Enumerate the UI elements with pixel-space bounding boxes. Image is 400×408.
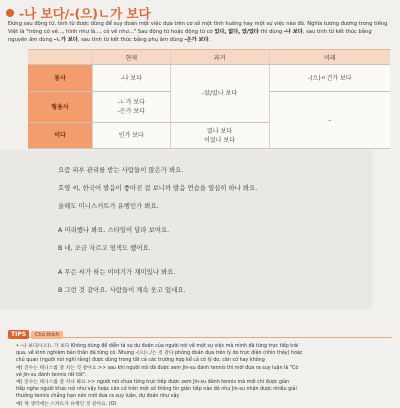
tips-line: vẻ Jin-su đánh tennis rất tốt". [16,372,87,378]
bullet-icon [6,9,14,17]
dialogue-line: A 무슨 씨가 하는 이야기가 재미있나 봐요. [58,268,176,276]
cell-adj-present-1: -ㄴ가 보다 [117,99,145,106]
cell-adj-present-2: -은가 보다 [117,108,145,115]
example-sentence: 요즘 피부 관리를 받는 사람들이 많은가 봐요. [58,166,184,174]
tips-line: chủ quan (người nói nghĩ rằng) được dùng trong tất cả các trường hợp kể cả có lý do, căn cứ hay không [16,358,265,364]
tips-line: 예) 진수는 테니스를 잘 치는 것 같아요 >> sau khi người nói đã được xem Jin-su đánh tennis thì mới đưa ra suy luận là "Có [16,365,299,371]
cell-future-idda: – [269,92,390,149]
cell-idda-past-2: 이었나 보다 [204,136,236,144]
header-cell-blank [28,50,93,65]
example-sentence: 호영 씨, 한국어 발음이 좋아진 걸 보니까 발음 연습을 열심히 하나 봐요. [58,184,258,192]
tips-line: thưởng tennis chẳng hạn nên mới đưa ra suy luận, dự đoán như vậy [16,394,180,400]
intro-text: . [208,37,211,43]
cell-future-shared: -(으)ㄹ건가 보다 [269,65,390,92]
conjugation-table [28,49,390,149]
intro-text: , sau tính từ kết thúc bằng phụ âm dùng [77,37,185,43]
table-row-verb [28,65,390,92]
dialogue-line: B 네, 조금 자르고 염색도 했어요. [58,244,151,252]
cell-idda-present: 인가 보다 [93,123,171,149]
tips-line: • -나 보다/-(으)ㄴ가 보다 Không dùng để diễn tả sự dự đoán của người nói về một sự việc mà mình đã từng trực tiếp trải [16,344,299,349]
row-label-idda: 이다 [28,123,93,149]
header-cell-future: 미래 [269,50,390,65]
tips-badge: TIPS [8,330,29,339]
dialogue-line: A 머리했나 봐요. 스타일이 달라 보여요. [58,226,170,234]
tips-line: tiếp nghe người khác nói như vậy hoặc căn cứ trên một số thông tin gián tiếp nào đó như Jin-su nhận được nhiều giải [16,387,297,393]
tips-body [16,343,386,408]
intro-text: Đứng sau động từ, tính từ được dùng để suy đoán một việc dựa trên cơ sở một tình huống hay một sự việc nào đó. Nghĩa tương đương trong tiếng Việt là "trông có vẻ..., hình như là..., có vẻ như..." Sau động từ hoặc động từ có [8,21,388,35]
intro-highlight: -나 보다 [283,29,303,35]
header-cell-present: 현재 [93,50,171,65]
dialogue-line: B 그런 것 같아요. 사람들이 계속 웃고 있네요. [58,286,186,294]
intro-text: thì dùng [258,29,284,35]
cell-verb-present: -나 보다 [93,65,171,92]
tips-line: 예) 진수는 테니스를 잘 치나 봐요 >> người nói chưa từng trực tiếp được xem Jin-su đánh tennis mà mới chỉ được giản [16,380,290,386]
row-label-adjective: 형용사 [28,92,93,123]
intro-paragraph [8,20,392,44]
intro-highlight: -은가 보다 [184,37,209,43]
cell-adj-present [93,92,171,123]
tips-subtitle: Chú thích [31,331,63,339]
tips-line: qua, về kinh nghiệm bản thân đã từng có. Nhưng -(으)ㄴ/는 것 같다 phỏng đoán dựa trên lý do trực diện (nhìn thấy) hoặc [16,351,303,357]
cell-idda-past [170,123,269,149]
row-label-verb: 동사 [28,65,93,92]
cell-past-shared: -았/었나 보다 [170,65,269,123]
example-sentence: 올해도 미니스커트가 유행인가 봐요. [58,202,159,210]
tips-label [8,330,63,339]
cell-idda-past-1: 였나 보다 [207,127,233,135]
intro-text: , sau tính từ kết thúc bằng nguyên âm dùng [8,29,372,43]
tips-line: 예) 제 생각에는 스커트가 유행인 것 같아요. (O) [16,401,117,407]
divider [8,337,392,338]
intro-highlight: 있다, 없다, 았/었다 [214,29,259,35]
intro-highlight: -ㄴ가 보다 [53,37,78,43]
header-cell-past: 과거 [170,50,269,65]
example-sentences [58,161,257,299]
grammar-title: -나 보다/-(으)ㄴ가 보다 [19,6,151,21]
table-header-row [28,50,390,65]
